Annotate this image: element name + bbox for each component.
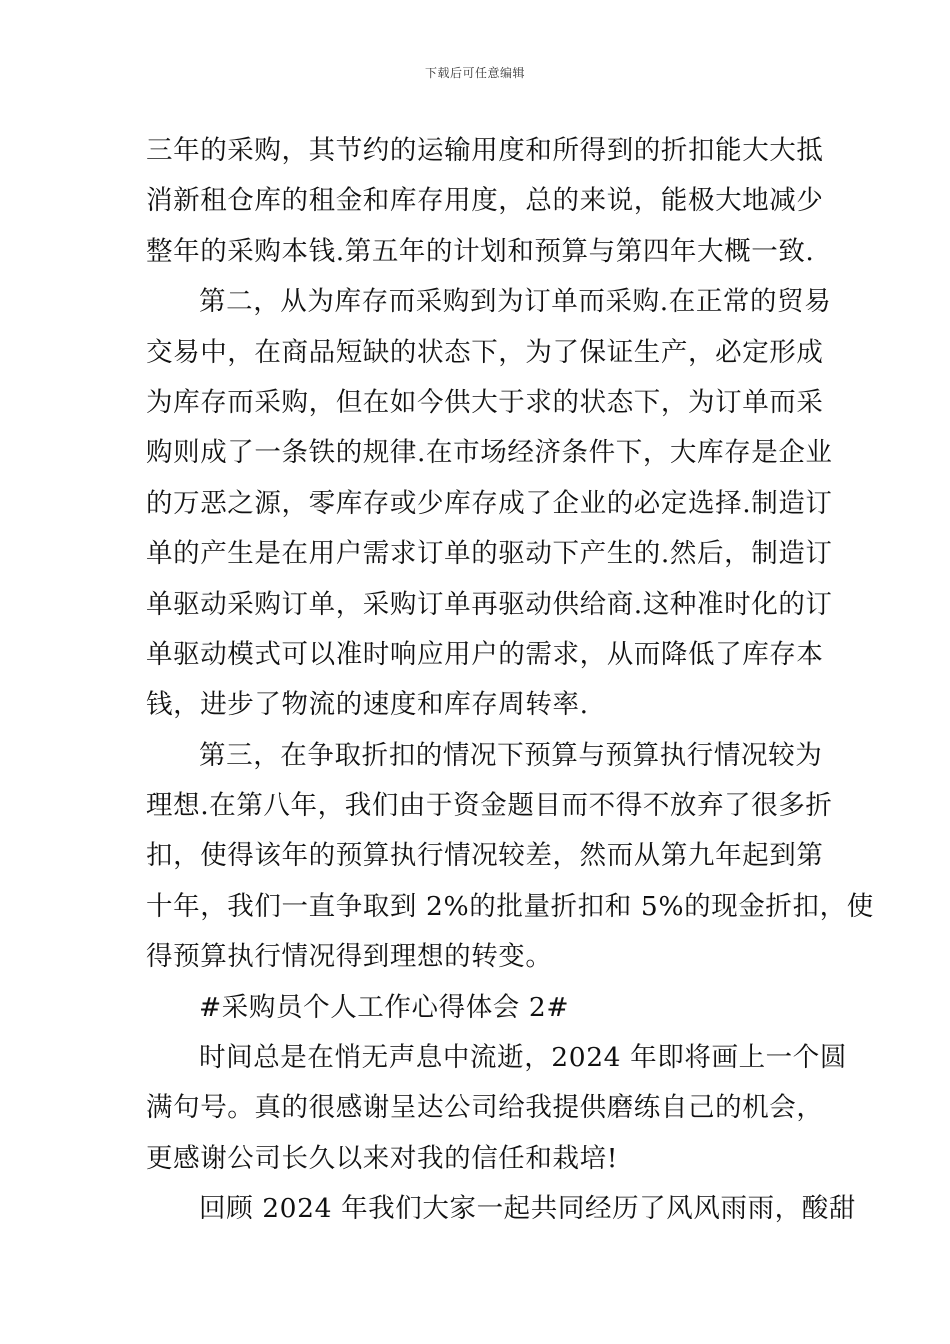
text-line: 满句号。真的很感谢呈达公司给我提供磨练自己的机会， (146, 1092, 824, 1124)
document-body (146, 126, 874, 1235)
text-line: 第三，在争取折扣的情况下预算与预算执行情况较为 (199, 739, 823, 771)
text-line: 理想.在第八年，我们由于资金题目而不得不放弃了很多折 (146, 790, 833, 822)
text-line: 钱，进步了物流的速度和库存周转率. (146, 689, 589, 721)
section-heading-text: #采购员个人工作心得体会 2# (199, 991, 570, 1023)
text-line: 购则成了一条铁的规律.在市场经济条件下，大库存是企业 (146, 437, 833, 469)
text-line: 交易中，在商品短缺的状态下，为了保证生产，必定形成 (146, 336, 824, 368)
header-note: 下载后可任意编辑 (424, 66, 525, 80)
text-line: 的万恶之源，零库存或少库存成了企业的必定选择.制造订 (146, 487, 833, 519)
paragraph-4 (146, 1033, 847, 1184)
text-line: 第二，从为库存而采购到为订单而采购.在正常的贸易 (199, 286, 832, 318)
text-line: 消新租仓库的租金和库存用度，总的来说，能极大地减少 (146, 185, 824, 217)
text-line: 回顾 2024 年我们大家一起共同经历了风风雨雨，酸甜 (199, 1193, 856, 1225)
text-line: 单的产生是在用户需求订单的驱动下产生的.然后，制造订 (146, 538, 833, 570)
paragraph-1 (146, 126, 824, 277)
text-line: 单驱动模式可以准时响应用户的需求，从而降低了库存本 (146, 638, 824, 670)
text-line: 十年，我们一直争取到 2%的批量折扣和 5%的现金折扣，使 (146, 890, 874, 922)
paragraph-5 (146, 1184, 856, 1234)
text-line: 为库存而采购，但在如今供大于求的状态下，为订单而采 (146, 386, 824, 418)
text-line: 三年的采购，其节约的运输用度和所得到的折扣能大大抵 (146, 135, 824, 166)
text-line: 扣，使得该年的预算执行情况较差，然而从第九年起到第 (146, 840, 824, 872)
paragraph-3 (146, 731, 874, 983)
section-heading (146, 983, 810, 1033)
text-line: 整年的采购本钱.第五年的计划和预算与第四年大概一致. (146, 235, 815, 267)
text-line: 时间总是在悄无声息中流逝，2024 年即将画上一个圆 (199, 1042, 847, 1074)
text-line: 单驱动采购订单，采购订单再驱动供给商.这种准时化的订 (146, 588, 833, 620)
text-line: 得预算执行情况得到理想的转变。 (146, 941, 553, 973)
paragraph-2 (146, 277, 833, 731)
text-line: 更感谢公司长久以来对我的信任和栽培! (146, 1142, 618, 1174)
